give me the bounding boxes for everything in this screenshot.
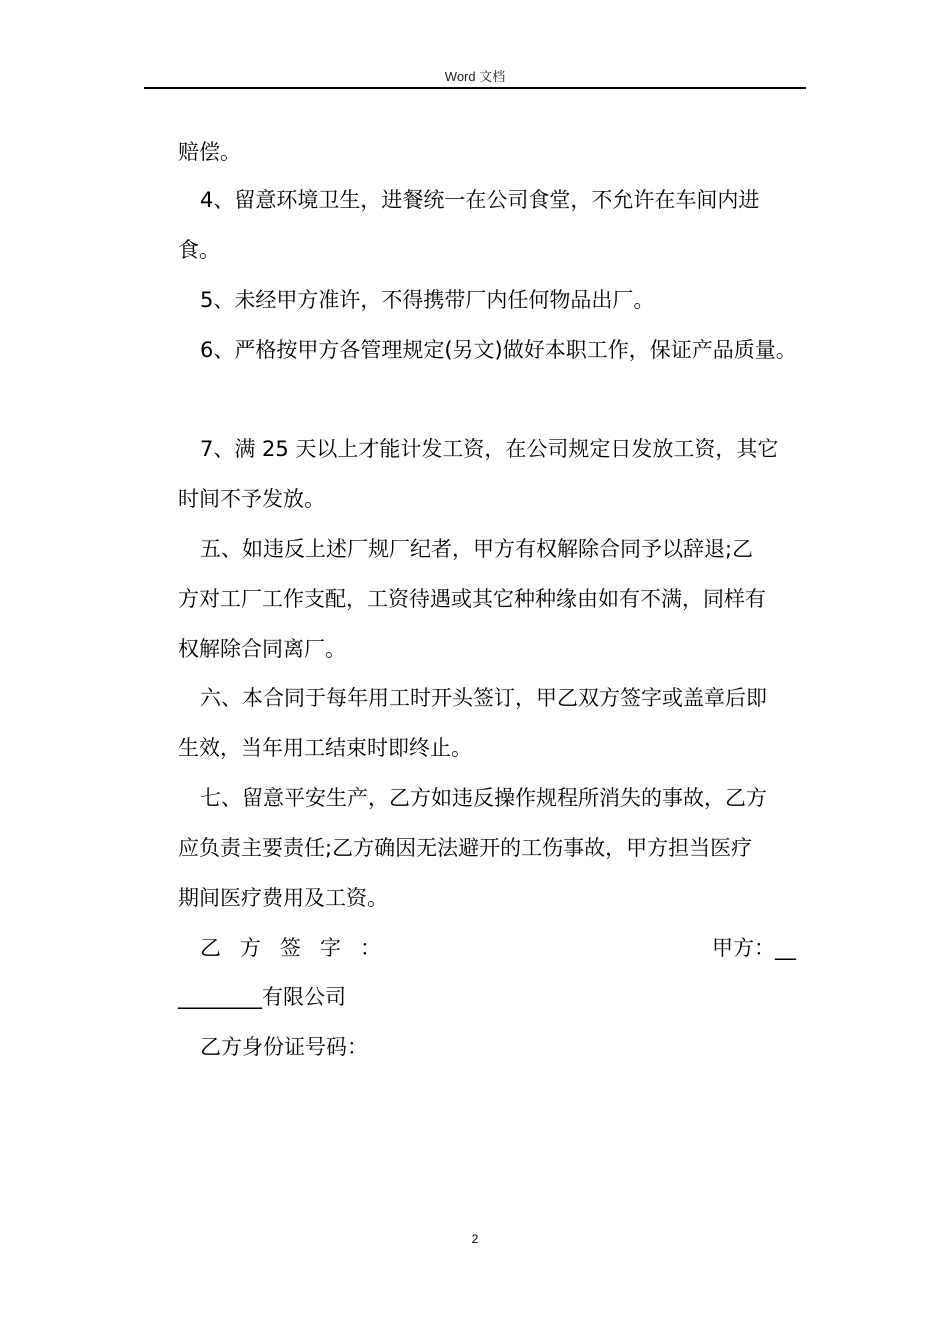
paragraph-line: 时间不予发放。 <box>178 487 325 511</box>
paragraph-line: 5、未经甲方准许，不得携带厂内任何物品出厂。 <box>200 288 655 312</box>
paragraph-line: 五、如违反上述厂规厂纪者，甲方有权解除合同予以辞退;乙 <box>200 537 754 561</box>
party-a-label: 甲方：__ <box>712 936 796 960</box>
paragraph-line: 六、本合同于每年用工时开头签订，甲乙双方签字或盖章后即 <box>200 686 767 710</box>
paragraph-line: 生效，当年用工结束时即终止。 <box>178 736 472 760</box>
page-number: 2 <box>471 1232 479 1246</box>
paragraph-line: 食。 <box>178 238 220 262</box>
paragraph-line: 七、留意平安生产，乙方如违反操作规程所消失的事故，乙方 <box>200 786 767 810</box>
paragraph-line: 期间医疗费用及工资。 <box>178 886 388 910</box>
paragraph-line: 4、留意环境卫生，进餐统一在公司食堂，不允许在车间内进 <box>200 188 760 212</box>
header-rule <box>144 87 806 89</box>
company-name-line: ________有限公司 <box>178 985 346 1009</box>
paragraph-line: 应负责主要责任;乙方确因无法避开的工伤事故，甲方担当医疗 <box>178 836 753 860</box>
paragraph-line: 方对工厂工作支配，工资待遇或其它种种缘由如有不满，同样有 <box>178 587 766 611</box>
paragraph-line: 6、严格按甲方各管理规定(另文)做好本职工作，保证产品质量。 <box>200 338 797 362</box>
paragraph-line: 权解除合同离厂。 <box>178 637 346 661</box>
page-header: Word 文档 <box>444 69 506 84</box>
party-b-id-label: 乙方身份证号码： <box>200 1035 368 1059</box>
party-b-signature-label: 乙方签字： <box>200 936 400 960</box>
paragraph-line: 7、满 25 天以上才能计发工资，在公司规定日发放工资，其它 <box>200 437 779 461</box>
paragraph-line: 赔偿。 <box>178 140 241 164</box>
